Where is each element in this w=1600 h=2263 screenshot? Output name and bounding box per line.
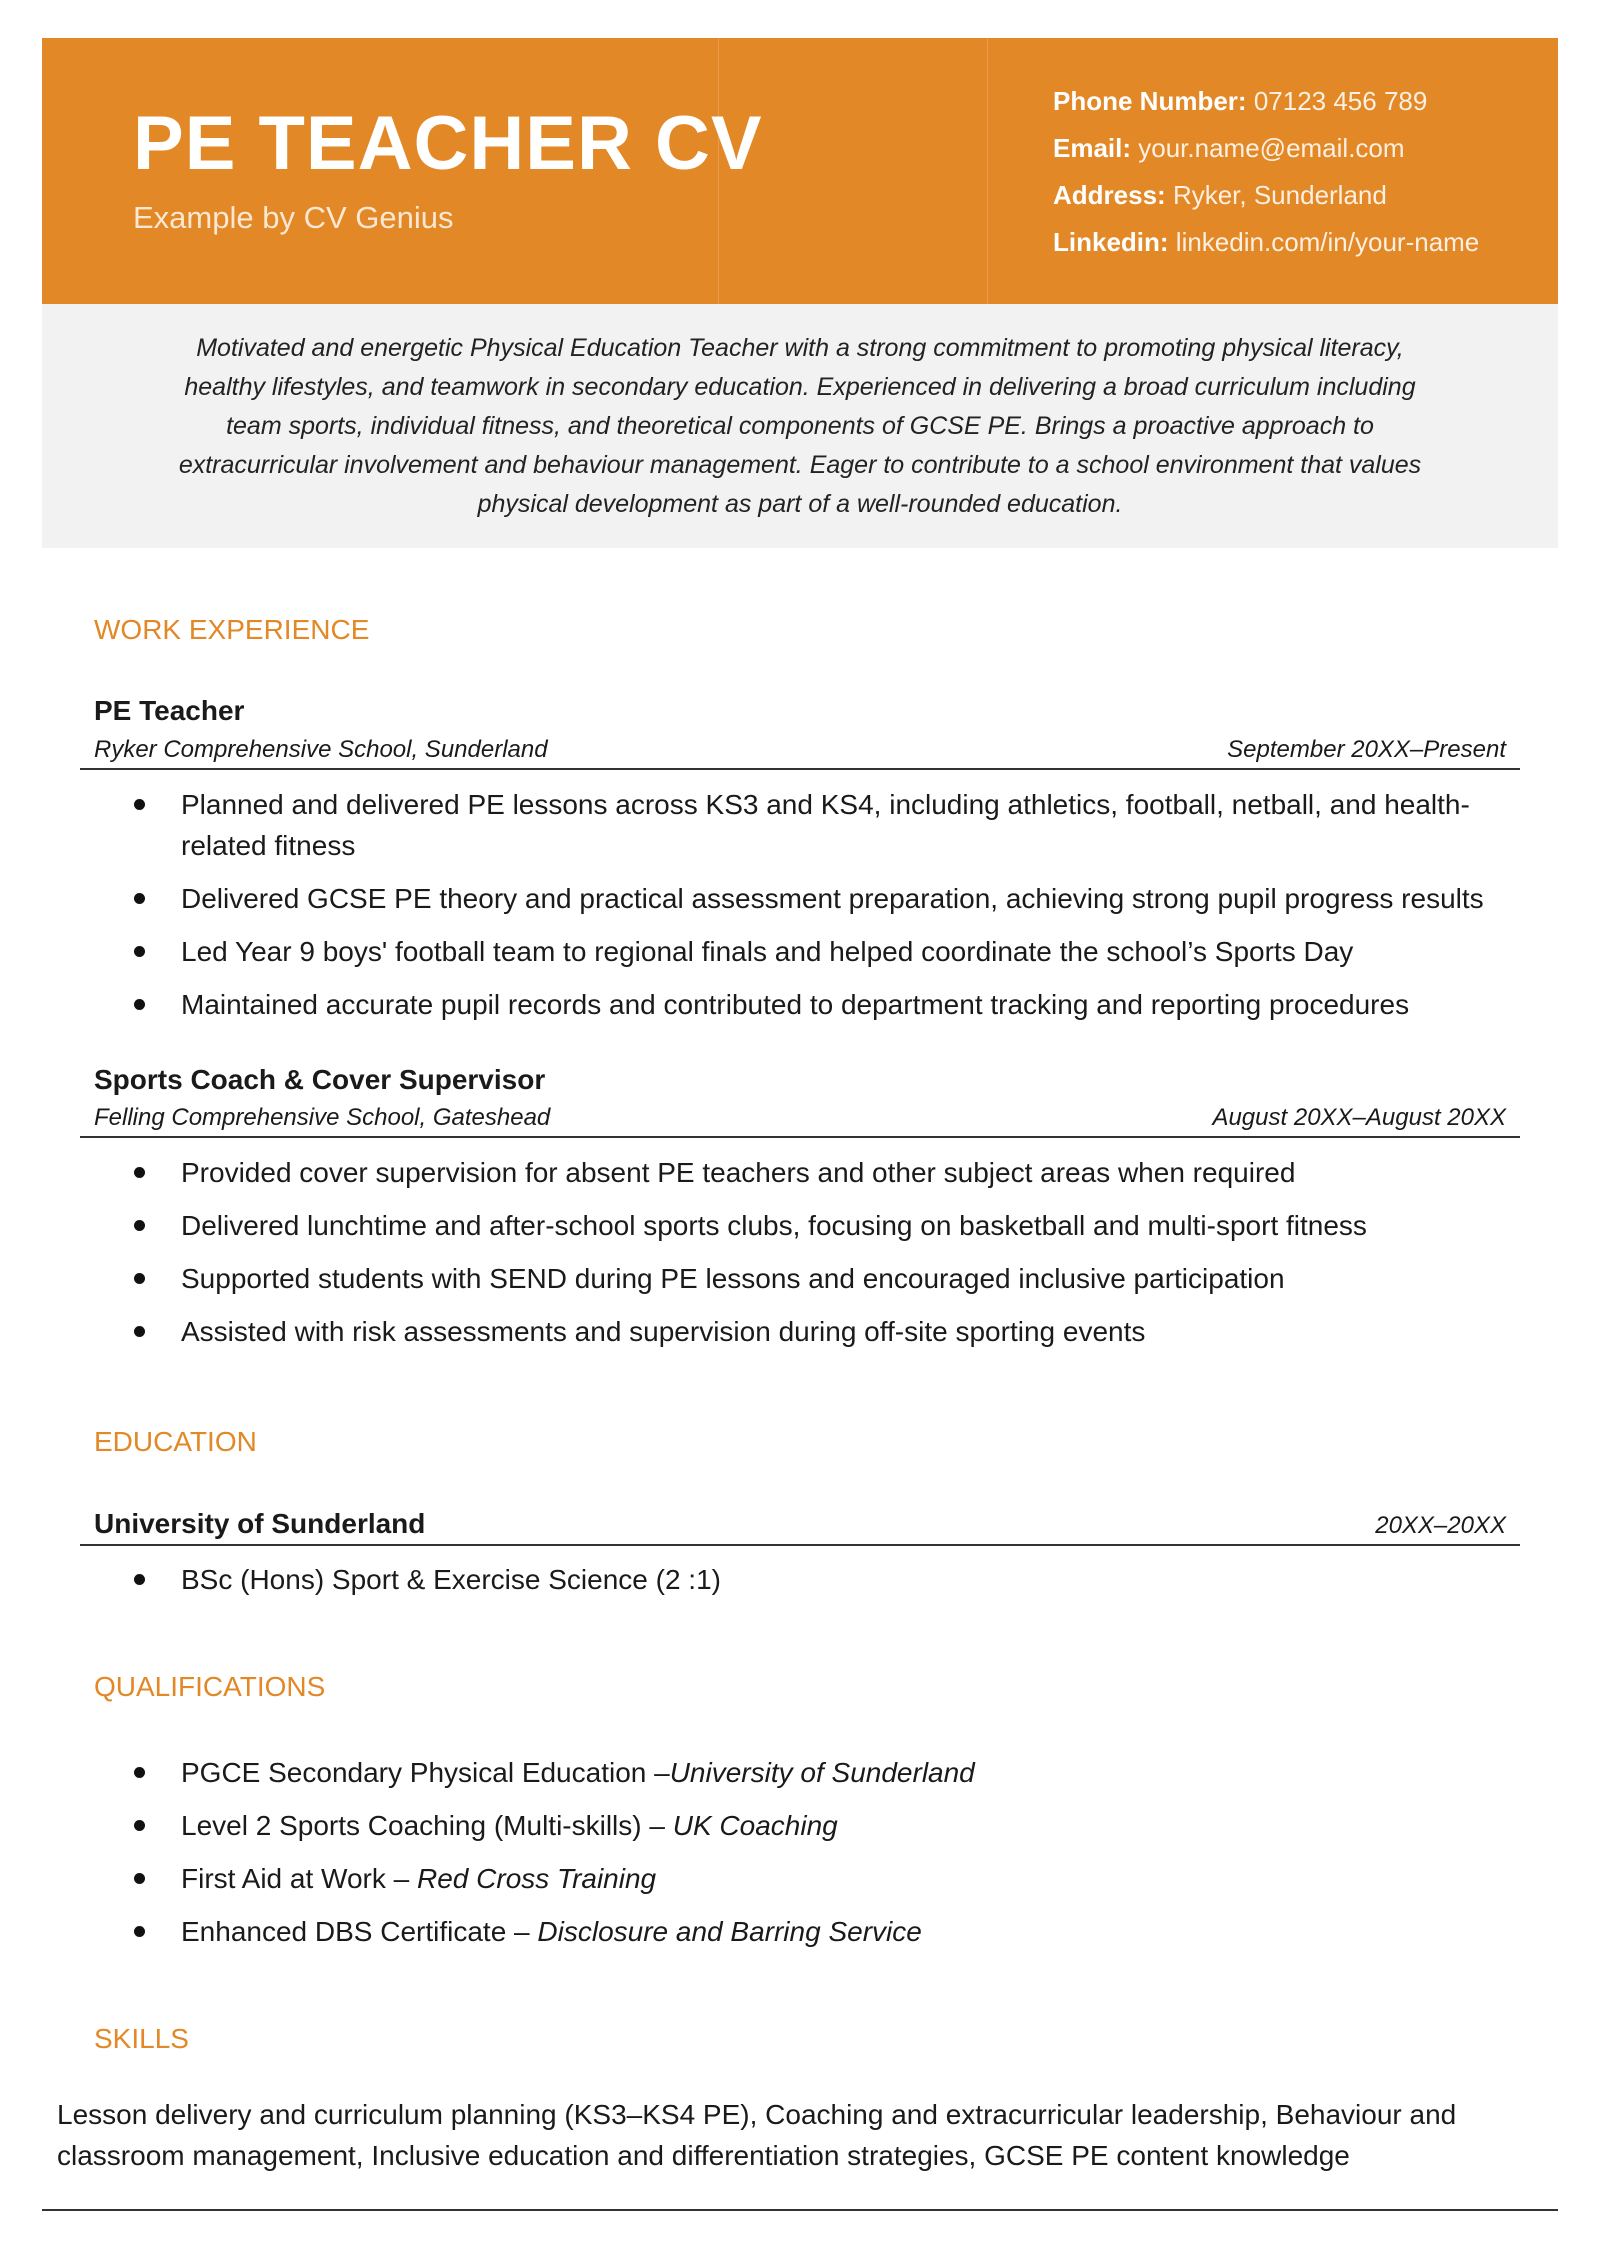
- bullet-icon: [134, 946, 145, 957]
- job-employer: Ryker Comprehensive School, Sunderland: [94, 736, 548, 763]
- contact-label: Email:: [1053, 133, 1132, 163]
- skills-text: Lesson delivery and curriculum planning (KS3–KS4 PE), Coaching and extracurricular leadership, Behaviour and classroom management, Inclusive education and differentiation strategies, GCSE PE content knowledge: [57, 2099, 1457, 2171]
- contact-value: your.name@email.com: [1138, 133, 1405, 163]
- job-bullet-list: [0, 1152, 1560, 1364]
- section-title-skills: SKILLS: [94, 2023, 189, 2054]
- list-item: [0, 1152, 1560, 1193]
- list-item: [0, 1559, 1560, 1600]
- list-item: [0, 878, 1560, 919]
- job-title: Sports Coach & Cover Supervisor: [94, 1064, 546, 1095]
- list-item-text: Planned and delivered PE lessons across KS3 and KS4, including athletics, football, netball, and health-related fitness: [181, 789, 1470, 861]
- qualification-provider: University of Sunderland: [669, 1757, 975, 1788]
- education-dates: 20XX–20XX: [1375, 1512, 1506, 1539]
- bullet-icon: [134, 999, 145, 1010]
- list-item-text: Assisted with risk assessments and supervision during off-site sporting events: [181, 1316, 1146, 1347]
- list-item-text: Provided cover supervision for absent PE teachers and other subject areas when required: [181, 1157, 1296, 1188]
- list-item-text: [181, 1752, 1541, 1793]
- bullet-icon: [134, 1873, 145, 1884]
- contact-value: linkedin.com/in/your-name: [1175, 227, 1480, 257]
- bullet-icon: [134, 799, 145, 810]
- list-item-text: Supported students with SEND during PE lessons and encouraged inclusive participation: [181, 1263, 1285, 1294]
- list-item: [0, 1752, 1560, 1793]
- contact-value: Ryker, Sunderland: [1172, 180, 1387, 210]
- contact-label: Phone Number:: [1053, 86, 1247, 116]
- list-item-text: Maintained accurate pupil records and contributed to department tracking and reporting procedures: [181, 989, 1410, 1020]
- bullet-icon: [134, 1273, 145, 1284]
- qualifications-list: [0, 1752, 1560, 1964]
- page-title: PE TEACHER CV: [133, 101, 763, 186]
- qualification-provider: Red Cross Training: [417, 1863, 657, 1894]
- education-bullet-list: [0, 1559, 1560, 1612]
- contact-value: 07123 456 789: [1253, 86, 1428, 116]
- job-meta-row: [80, 1102, 1520, 1138]
- page-subtitle: Example by CV Genius: [133, 200, 454, 235]
- bullet-icon: [134, 1574, 145, 1585]
- contact-linkedin: [1053, 219, 1479, 266]
- qualification-provider: Disclosure and Barring Service: [537, 1916, 922, 1947]
- list-item-text: Delivered GCSE PE theory and practical assessment preparation, achieving strong pupil progress results: [181, 883, 1484, 914]
- contact-label: Linkedin:: [1053, 227, 1169, 257]
- list-item-text: BSc (Hons) Sport & Exercise Science (2 :1): [181, 1564, 721, 1595]
- qualification-name: Level 2 Sports Coaching (Multi-skills) –: [181, 1810, 673, 1841]
- list-item: [0, 1311, 1560, 1352]
- list-item: [0, 1258, 1560, 1299]
- bullet-icon: [134, 1220, 145, 1231]
- bottom-divider: [42, 2209, 1558, 2211]
- contact-phone: [1053, 78, 1479, 125]
- bullet-icon: [134, 893, 145, 904]
- list-item: [0, 984, 1560, 1025]
- list-item-text: [181, 1858, 1541, 1899]
- contact-list: [1053, 78, 1479, 266]
- qualification-name: Enhanced DBS Certificate –: [181, 1916, 538, 1947]
- job-bullet-list: [0, 784, 1560, 1037]
- profile-summary: Motivated and energetic Physical Education Teacher with a strong commitment to promoting physical literacy, healthy lifestyles, and teamwork in secondary education. Experienced in delivering a broad curriculum including team sports, individual fitness, and theoretical components of GCSE PE. Brings a proactive approach to extracurricular involvement and behaviour management. Eager to contribute to a school environment that values physical development as part of a well-rounded education.: [42, 304, 1558, 548]
- contact-label: Address:: [1053, 180, 1166, 210]
- list-item: [0, 1805, 1560, 1846]
- education-row: [80, 1508, 1520, 1546]
- job-dates: September 20XX–Present: [1227, 736, 1506, 763]
- bullet-icon: [134, 1326, 145, 1337]
- list-item-text: Delivered lunchtime and after-school sports clubs, focusing on basketball and multi-sport fitness: [181, 1210, 1367, 1241]
- list-item: [0, 1911, 1560, 1952]
- qualification-provider: UK Coaching: [672, 1810, 838, 1841]
- list-item-text: Led Year 9 boys' football team to regional finals and helped coordinate the school’s Sports Day: [181, 936, 1354, 967]
- bullet-icon: [134, 1167, 145, 1178]
- bullet-icon: [134, 1926, 145, 1937]
- bullet-icon: [134, 1767, 145, 1778]
- bullet-icon: [134, 1820, 145, 1831]
- job-employer: Felling Comprehensive School, Gateshead: [94, 1104, 551, 1131]
- list-item: [0, 931, 1560, 972]
- contact-email: [1053, 125, 1479, 172]
- job-dates: August 20XX–August 20XX: [1212, 1104, 1506, 1131]
- contact-address: [1053, 172, 1479, 219]
- header-divider: [987, 38, 988, 304]
- section-title-education: EDUCATION: [94, 1426, 257, 1457]
- list-item: [0, 784, 1560, 866]
- list-item-text: [181, 1805, 1541, 1846]
- qualification-name: PGCE Secondary Physical Education –: [181, 1757, 670, 1788]
- list-item-text: [181, 1911, 1541, 1952]
- header-banner: [42, 38, 1558, 304]
- list-item: [0, 1205, 1560, 1246]
- job-meta-row: [80, 734, 1520, 770]
- education-institution: University of Sunderland: [94, 1508, 426, 1539]
- qualification-name: First Aid at Work –: [181, 1863, 417, 1894]
- list-item: [0, 1858, 1560, 1899]
- job-title: PE Teacher: [94, 695, 245, 726]
- section-title-work: WORK EXPERIENCE: [94, 614, 370, 645]
- section-title-qualifications: QUALIFICATIONS: [94, 1671, 326, 1702]
